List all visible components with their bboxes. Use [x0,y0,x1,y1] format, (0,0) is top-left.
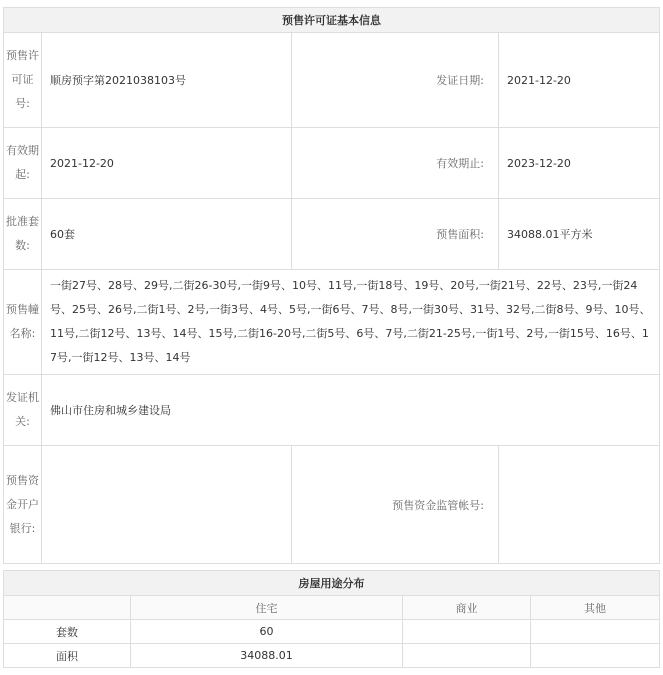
permit-no-label: 预售许可证号: [4,33,42,128]
buildings-value: 一街27号、28号、29号,二街26-30号,一街9号、10号、11号,一街18号、19号、20号,一街21号、22号、23号,一街24号、25号、26号,二街1号、2号,一街3号、4号、5号,一街6号、7号、8号,一街30号、31号、32号,二街8号、9号、10号、11号,二街12号、13号、14号、15号,二街16-20号,二街5号、6号、7号,二街21-25号,一街1号、2号,一街15号、16号、17号,一街12号、13号、14号 [42,270,660,375]
usage-distribution-table [3,570,660,668]
usage-caption: 房屋用途分布 [4,571,660,596]
permit-no-value: 顺房预字第2021038103号 [42,33,292,128]
account-value [499,446,660,564]
table-row [4,620,660,644]
usage-header-residential: 住宅 [131,596,403,620]
permit-info-caption: 预售许可证基本信息 [4,8,660,33]
authority-label: 发证机关: [4,375,42,446]
valid-to-label: 有效期止: [292,128,499,199]
authority-value: 佛山市住房和城乡建设局 [42,375,660,446]
table-row [4,644,660,668]
valid-from-value: 2021-12-20 [42,128,292,199]
area-value: 34088.01平方米 [499,199,660,270]
area-residential: 34088.01 [131,644,403,668]
area-label: 预售面积: [292,199,499,270]
units-value: 60套 [42,199,292,270]
row-label-units: 套数 [4,620,131,644]
valid-from-label: 有效期起: [4,128,42,199]
units-other [531,620,660,644]
units-residential: 60 [131,620,403,644]
area-commercial [403,644,531,668]
row-label-area: 面积 [4,644,131,668]
units-label: 批准套数: [4,199,42,270]
permit-info-table [3,7,660,564]
bank-label: 预售资金开户银行: [4,446,42,564]
area-other [531,644,660,668]
issue-date-value: 2021-12-20 [499,33,660,128]
usage-header-blank [4,596,131,620]
usage-header-other: 其他 [531,596,660,620]
bank-value [42,446,292,564]
valid-to-value: 2023-12-20 [499,128,660,199]
account-label: 预售资金监管帐号: [292,446,499,564]
buildings-label: 预售幢名称: [4,270,42,375]
usage-header-commercial: 商业 [403,596,531,620]
units-commercial [403,620,531,644]
issue-date-label: 发证日期: [292,33,499,128]
